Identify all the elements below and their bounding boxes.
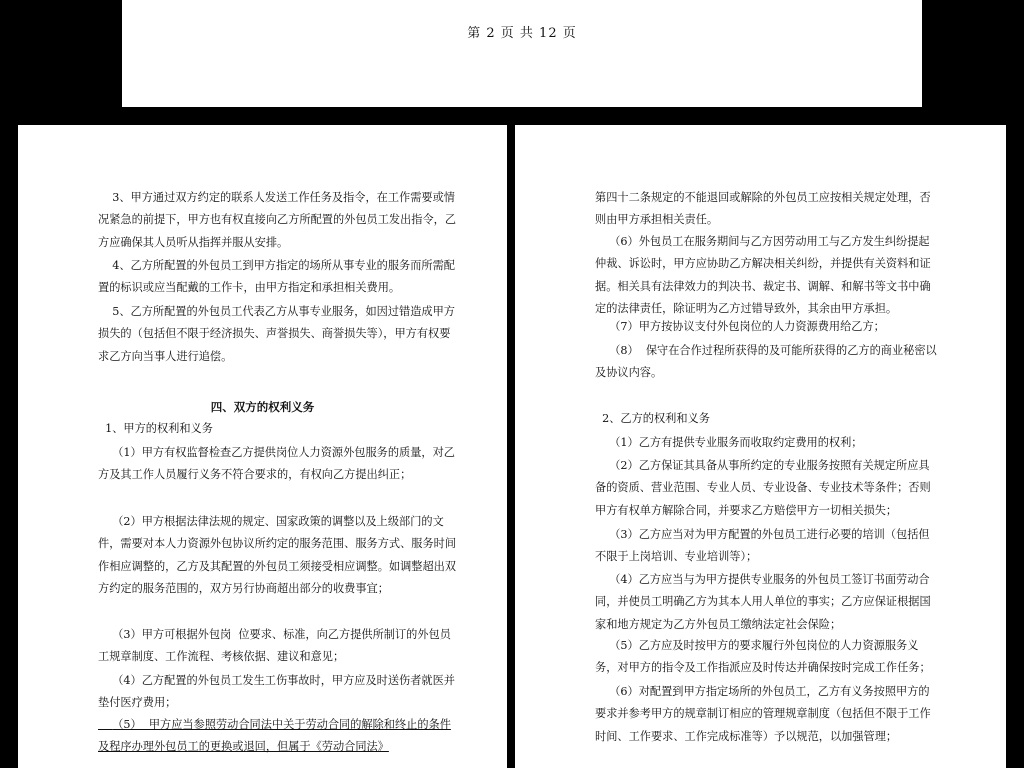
party-b-item-3: （3）乙方应当对为甲方配置的外包员工进行必要的培训（包括但不限于上岗培训、专业培训等）； [595, 528, 930, 564]
party-a-item-7: （7）甲方按协议支付外包岗位的人力资源费用给乙方； [595, 320, 885, 333]
party-a-item-3: （3）甲方可根据外包岗 位要求、标准，向乙方提供所制订的外包员工规章制度、工作流程、考核依据、建议和意见； [98, 628, 451, 664]
section-heading: 四、双方的权利义务 [210, 400, 315, 414]
document-page-right [515, 125, 1006, 768]
clause-3: 3、甲方通过双方约定的联系人发送工作任务及指令，在工作需要或情况紧急的前提下，甲方也有权直接向乙方所配置的外包员工发出指令，乙方应确保其人员听从指挥并服从安排。 [98, 191, 457, 249]
party-b-item-5: （5）乙方应及时按甲方的要求履行外包岗位的人力资源服务义务，对甲方的指令及工作指派应及时传达并确保按时完成工作任务； [595, 639, 931, 675]
party-a-item-5: （5） 甲方应当参照劳动合同法中关于劳动合同的解除和终止的条件及程序办理外包员工的更换或退回，但属于《劳动合同法》 [98, 718, 451, 754]
clause-4: 4、乙方所配置的外包员工到甲方指定的场所从事专业的服务而所需配置的标识或应当配戴的工作卡，由甲方指定和承担相关费用。 [98, 259, 455, 295]
party-a-item-8: （8） 保守在合作过程所获得的及可能所获得的乙方的商业秘密以及协议内容。 [595, 344, 937, 380]
clause-5: 5、乙方所配置的外包员工代表乙方从事专业服务，如因过错造成甲方损失的（包括但不限于经济损失、声誉损失、商誉损失等），甲方有权要求乙方向当事人进行追偿。 [98, 305, 455, 363]
subsection-party-a: 1、甲方的权利和义务 [98, 422, 213, 435]
party-a-item-1: （1）甲方有权监督检查乙方提供岗位人力资源外包服务的质量，对乙方及其工作人员履行义务不符合要求的，有权向乙方提出纠正； [98, 446, 455, 482]
party-b-item-6: （6）对配置到甲方指定场所的外包员工，乙方有义务按照甲方的要求并参考甲方的规章制订相应的管理规章制度（包括但不限于工作时间、工作要求、工作完成标准等）予以规范，以加强管理； [595, 685, 931, 743]
party-b-item-4: （4）乙方应当与为甲方提供专业服务的外包员工签订书面劳动合同，并使员工明确乙方为其本人用人单位的事实；乙方应保证根据国家和地方规定为乙方外包员工缴纳法定社会保险； [595, 573, 931, 631]
continued-clause: 第四十二条规定的不能退回或解除的外包员工应按相关规定处理，否则由甲方承担相关责任。 [595, 191, 931, 227]
document-page-left [18, 125, 507, 768]
subsection-party-b: 2、乙方的权利和义务 [595, 412, 710, 425]
party-a-item-4: （4）乙方配置的外包员工发生工伤事故时，甲方应及时送伤者就医并垫付医疗费用； [98, 674, 455, 710]
party-a-item-2: （2）甲方根据法律法规的规定、国家政策的调整以及上级部门的文件，需要对本人力资源外包协议所约定的服务范围、服务方式、服务时间作相应调整的，乙方及其配置的外包员工须接受相应调整。如调整超出双方约定的服务范围的，双方另行协商超出部分的收费事宜； [98, 515, 457, 595]
party-b-item-2: （2）乙方保证其具备从事所约定的专业服务按照有关规定所应具备的资质、营业范围、专业人员、专业设备、专业技术等条件；否则甲方有权单方解除合同，并要求乙方赔偿甲方一切相关损失； [595, 459, 931, 517]
party-b-item-1: （1）乙方有提供专业服务而收取约定费用的权利； [595, 436, 863, 449]
previous-page-bottom [122, 0, 922, 107]
page-number: 第 2 页 共 12 页 [467, 26, 577, 41]
party-a-item-6: （6）外包员工在服务期间与乙方因劳动用工与乙方发生纠纷提起仲裁、诉讼时，甲方应协助乙方解决相关纠纷，并提供有关资料和证据。相关具有法律效力的判决书、裁定书、调解、和解书等文书中确定的法律责任，除证明为乙方过错导致外，其余由甲方承担。 [595, 235, 931, 315]
